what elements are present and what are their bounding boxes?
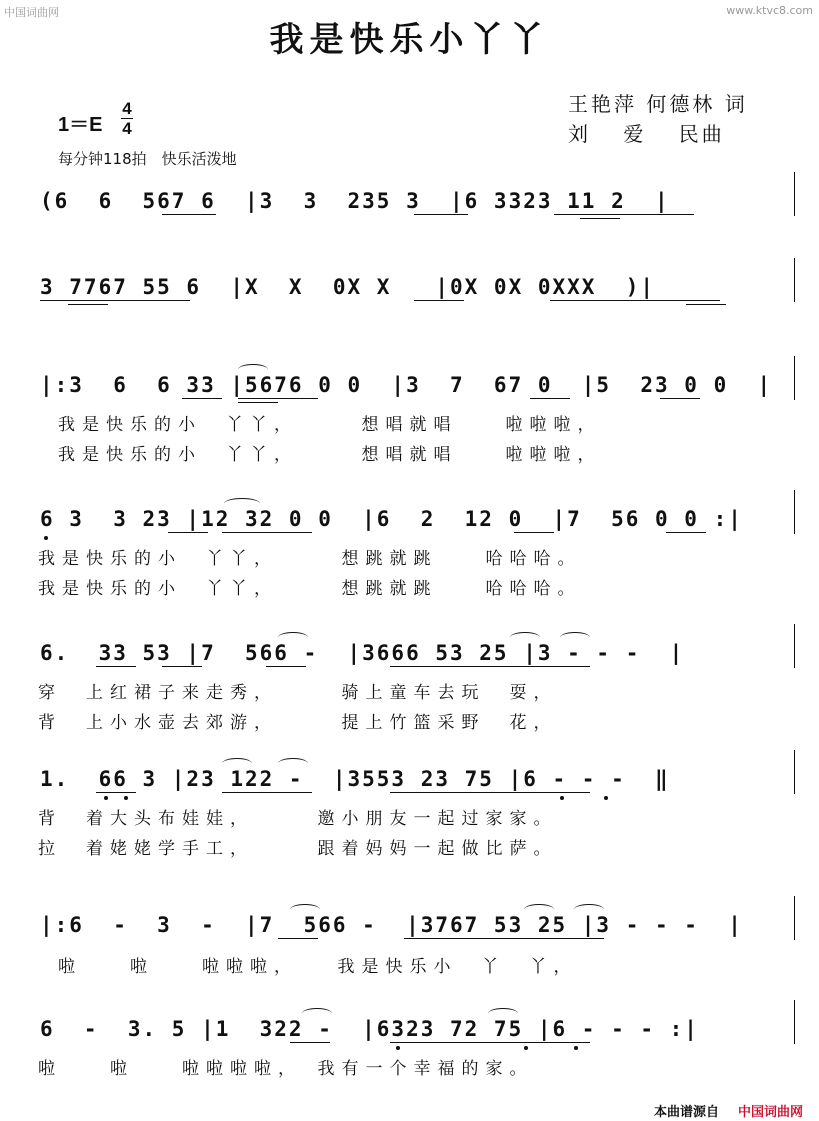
- time-signature: [121, 100, 133, 137]
- tempo-marking: 每分钟118拍 快乐活泼地: [58, 150, 237, 168]
- notation-line-6: [40, 764, 800, 804]
- end-barline: [794, 896, 795, 940]
- notation-line-4: [40, 504, 800, 544]
- lyric-line: 穿 上红裙子来走秀， 骑上童车去玩 耍，: [38, 683, 558, 703]
- slur-mark: [238, 364, 268, 375]
- end-barline: [794, 258, 795, 302]
- low-octave-dot: [524, 1046, 528, 1050]
- notation-line-8: [40, 1014, 800, 1054]
- end-barline: [794, 624, 795, 668]
- notation-line-7: [40, 910, 800, 950]
- eighth-beam: [550, 300, 720, 301]
- footer-source-label: 本曲谱源自: [654, 1105, 720, 1120]
- eighth-beam: [514, 532, 554, 533]
- notation-line-2: [40, 272, 800, 312]
- footer-site-link[interactable]: 中国词曲网: [738, 1105, 804, 1120]
- slur-mark: [574, 904, 604, 915]
- low-octave-dot: [104, 796, 108, 800]
- low-octave-dot: [560, 796, 564, 800]
- eighth-beam: [162, 214, 216, 215]
- eighth-beam: [222, 792, 312, 793]
- low-octave-dot: [574, 1046, 578, 1050]
- lyric-line: 我是快乐的小 丫丫， 想唱就唱 啦啦啦，: [58, 415, 602, 435]
- lyric-line: 背 上小水壶去郊游， 提上竹篮采野 花，: [38, 713, 558, 733]
- end-barline: [794, 356, 795, 400]
- eighth-beam: [266, 666, 306, 667]
- lyric-line: 我是快乐的小 丫丫， 想跳就跳 哈哈哈。: [38, 579, 582, 599]
- end-barline: [794, 1000, 795, 1044]
- eighth-beam: [666, 532, 706, 533]
- notation-text: 6 3 3 23 |12 32 0 0 |6 2 12 0 |7 56 0 0 :|: [40, 507, 743, 531]
- slur-mark: [524, 904, 554, 915]
- lyric-line: 啦 啦 啦啦啦， 我是快乐小 丫 丫，: [58, 957, 578, 977]
- watermark-left: 中国词曲网: [4, 6, 59, 19]
- notation-line-5: [40, 638, 800, 678]
- song-title: 我是快乐小丫丫: [269, 20, 550, 60]
- time-signature-bottom: 4: [122, 119, 132, 138]
- sixteenth-beam: [580, 218, 620, 219]
- eighth-beam: [390, 666, 590, 667]
- notation-text: 1. 66 3 |23 122 - |3553 23 75 |6 - - - ‖: [40, 767, 670, 791]
- notation-text: |:6 - 3 - |7 566 - |3767 53 25 |3 - - - |: [40, 913, 743, 937]
- eighth-beam: [278, 938, 318, 939]
- end-barline: [794, 750, 795, 794]
- end-barline: [794, 172, 795, 216]
- lyricist-credit: 王艳萍 何德林 词: [568, 92, 748, 116]
- slur-mark: [510, 632, 540, 643]
- eighth-beam: [182, 398, 222, 399]
- slur-mark: [278, 632, 308, 643]
- slur-mark: [488, 1008, 518, 1019]
- slur-mark: [278, 758, 308, 769]
- notation-text: 6 - 3. 5 |1 322 - |6323 72 75 |6 - - - :|: [40, 1017, 699, 1041]
- slur-mark: [560, 632, 590, 643]
- sixteenth-beam: [68, 304, 108, 305]
- eighth-beam: [414, 300, 464, 301]
- time-signature-top: 4: [122, 99, 132, 118]
- end-barline: [794, 490, 795, 534]
- sixteenth-beam: [686, 304, 726, 305]
- notation-text: 6. 33 53 |7 566 - |3666 53 25 |3 - - - |: [40, 641, 685, 665]
- eighth-beam: [290, 1042, 330, 1043]
- slur-mark: [224, 498, 260, 509]
- lyric-line: 啦 啦 啦啦啦啦， 我有一个幸福的家。: [38, 1059, 534, 1079]
- notation-line-3: [40, 370, 800, 410]
- eighth-beam: [162, 666, 202, 667]
- slur-mark: [222, 758, 252, 769]
- slur-mark: [290, 904, 320, 915]
- low-octave-dot: [44, 536, 48, 540]
- slur-mark: [302, 1008, 332, 1019]
- key-signature: 1＝E: [58, 114, 103, 136]
- eighth-beam: [390, 792, 590, 793]
- eighth-beam: [660, 398, 700, 399]
- lyric-line: 背 着大头布娃娃， 邀小朋友一起过家家。: [38, 809, 558, 829]
- lyric-line: 我是快乐的小 丫丫， 想跳就跳 哈哈哈。: [38, 549, 582, 569]
- eighth-beam: [390, 1042, 590, 1043]
- eighth-beam: [222, 532, 312, 533]
- eighth-beam: [414, 214, 468, 215]
- composer-credit: 刘 爱 民曲: [568, 122, 725, 146]
- notation-text: |:3 6 6 33 |5676 0 0 |3 7 67 0 |5 23 0 0 |: [40, 373, 773, 397]
- eighth-beam: [40, 300, 190, 301]
- notation-text: 3 7767 55 6 |X X 0X X |0X 0X 0XXX )|: [40, 275, 656, 299]
- eighth-beam: [238, 398, 318, 399]
- low-octave-dot: [396, 1046, 400, 1050]
- low-octave-dot: [604, 796, 608, 800]
- eighth-beam: [168, 532, 208, 533]
- eighth-beam: [96, 792, 136, 793]
- notation-text: (6 6 567 6 |3 3 235 3 |6 3323 11 2 |: [40, 189, 670, 213]
- lyric-line: 我是快乐的小 丫丫， 想唱就唱 啦啦啦，: [58, 445, 602, 465]
- eighth-beam: [404, 938, 604, 939]
- watermark-right: www.ktvc8.com: [726, 4, 813, 17]
- notation-line-1: [40, 186, 800, 226]
- lyric-line: 拉 着姥姥学手工， 跟着妈妈一起做比萨。: [38, 839, 558, 859]
- low-octave-dot: [124, 796, 128, 800]
- sixteenth-beam: [238, 402, 278, 403]
- eighth-beam: [96, 666, 136, 667]
- eighth-beam: [554, 214, 694, 215]
- eighth-beam: [530, 398, 570, 399]
